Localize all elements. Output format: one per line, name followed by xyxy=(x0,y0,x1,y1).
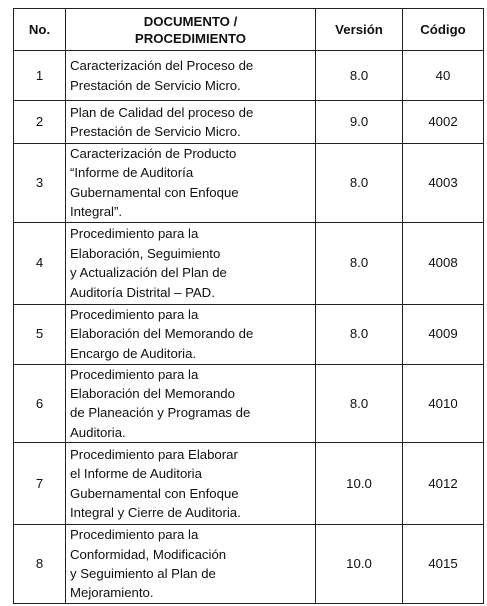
cell-documento-line: Prestación de Servicio Micro. xyxy=(70,77,241,93)
cell-documento-line: el Informe de Auditoria xyxy=(70,466,202,482)
table-row xyxy=(14,304,484,364)
cell-documento-line: y Actualización del Plan de xyxy=(70,265,227,281)
cell-no: 3 xyxy=(14,144,66,223)
table-row xyxy=(14,443,484,525)
cell-documento-line: Auditoria. xyxy=(70,424,126,440)
cell-codigo: 4002 xyxy=(403,101,484,144)
table-body xyxy=(14,51,484,604)
table-row xyxy=(14,51,484,101)
cell-documento-line: Plan de Calidad del proceso de xyxy=(70,104,254,120)
table-row xyxy=(14,222,484,304)
cell-codigo: 4012 xyxy=(403,443,484,525)
table-row xyxy=(14,101,484,144)
header-no: No. xyxy=(14,9,66,51)
cell-documento-line: Procedimiento para la xyxy=(70,527,199,543)
cell-documento-line: Caracterización de Producto xyxy=(70,146,237,161)
cell-documento xyxy=(66,144,316,223)
table-header xyxy=(14,9,484,51)
header-version: Versión xyxy=(316,9,403,51)
cell-version: 8.0 xyxy=(316,51,403,101)
cell-documento-line: de Planeación y Programas de xyxy=(70,405,251,421)
cell-version: 8.0 xyxy=(316,304,403,364)
cell-version: 8.0 xyxy=(316,144,403,223)
header-row xyxy=(14,9,484,51)
cell-no: 1 xyxy=(14,51,66,101)
cell-documento xyxy=(66,304,316,364)
cell-documento xyxy=(66,51,316,101)
cell-version: 10.0 xyxy=(316,443,403,525)
cell-no: 4 xyxy=(14,222,66,304)
cell-documento-line: Procedimiento para la xyxy=(70,307,199,323)
document-table xyxy=(13,8,484,604)
cell-documento-line: Procedimiento para la xyxy=(70,226,199,242)
cell-documento-line: Elaboración del Memorando xyxy=(70,386,235,402)
cell-codigo: 4015 xyxy=(403,525,484,604)
cell-codigo: 40 xyxy=(403,51,484,101)
cell-documento xyxy=(66,101,316,144)
header-documento-line2: PROCEDIMIENTO xyxy=(134,30,247,46)
table-row xyxy=(14,525,484,604)
cell-documento xyxy=(66,222,316,304)
cell-documento-line: Procedimiento para la xyxy=(70,366,199,382)
cell-documento-line: Integral”. xyxy=(70,204,123,220)
cell-documento-line: Gubernamental con Enfoque xyxy=(70,485,239,501)
cell-documento-line: y Seguimiento al Plan de xyxy=(70,566,216,582)
cell-no: 7 xyxy=(14,443,66,525)
cell-documento-line: Integral y Cierre de Auditoria. xyxy=(70,505,241,521)
cell-documento xyxy=(66,443,316,525)
cell-documento xyxy=(66,525,316,604)
table-row xyxy=(14,144,484,223)
cell-documento-line: Gubernamental con Enfoque xyxy=(70,184,239,200)
cell-codigo: 4010 xyxy=(403,364,484,443)
cell-no: 6 xyxy=(14,364,66,443)
cell-documento-line: Prestación de Servicio Micro. xyxy=(70,124,241,139)
cell-documento-line: Encargo de Auditoria. xyxy=(70,345,197,361)
cell-codigo: 4008 xyxy=(403,222,484,304)
cell-documento-line: Mejoramiento. xyxy=(70,585,154,601)
header-documento-line1: DOCUMENTO / xyxy=(143,13,238,29)
cell-documento-line: Elaboración, Seguimiento xyxy=(70,245,221,261)
cell-documento xyxy=(66,364,316,443)
cell-version: 10.0 xyxy=(316,525,403,604)
header-documento xyxy=(66,9,316,51)
cell-documento-line: Procedimiento para Elaborar xyxy=(70,446,238,462)
cell-codigo: 4009 xyxy=(403,304,484,364)
cell-no: 8 xyxy=(14,525,66,604)
cell-documento-line: “Informe de Auditoría xyxy=(70,165,194,181)
cell-documento-line: Elaboración del Memorando de xyxy=(70,326,254,342)
cell-documento-line: Caracterización del Proceso de xyxy=(70,58,254,74)
cell-no: 5 xyxy=(14,304,66,364)
cell-documento-line: Auditoría Distrital – PAD. xyxy=(70,284,215,300)
document-table-container xyxy=(13,8,484,604)
cell-codigo: 4003 xyxy=(403,144,484,223)
cell-version: 8.0 xyxy=(316,222,403,304)
table-row xyxy=(14,364,484,443)
cell-no: 2 xyxy=(14,101,66,144)
cell-documento-line: Conformidad, Modificación xyxy=(70,546,227,562)
cell-version: 8.0 xyxy=(316,364,403,443)
header-codigo: Código xyxy=(403,9,484,51)
cell-version: 9.0 xyxy=(316,101,403,144)
